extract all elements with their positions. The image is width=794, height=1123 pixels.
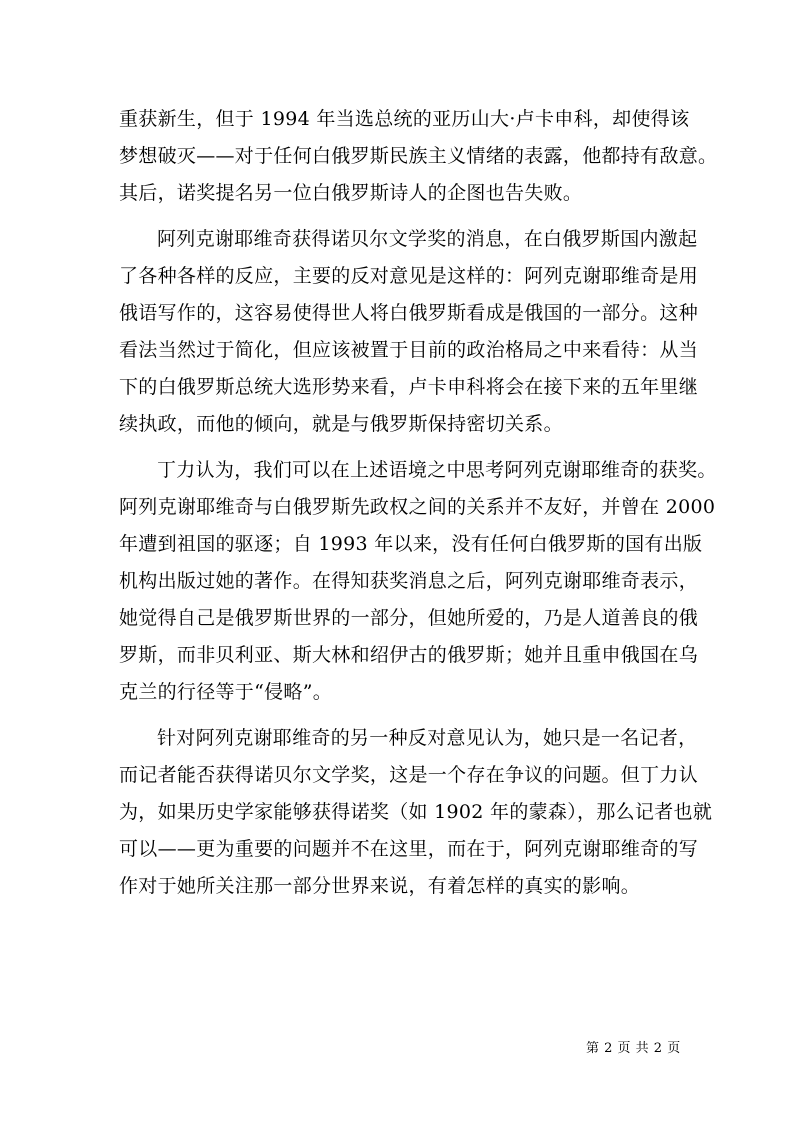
text-line: 为，如果历史学家能够获得诺奖（如 1902 年的蒙森），那么记者也就: [119, 801, 713, 823]
text-line: 俄语写作的，这容易使得世人将白俄罗斯看成是俄国的一部分。这种: [119, 302, 699, 324]
text-line: 可以——更为重要的问题并不在这里，而在于，阿列克谢耶维奇的写: [119, 838, 699, 860]
text-line: 看法当然过于简化，但应该被置于目前的政治格局之中来看待：从当: [119, 339, 699, 361]
text-line: 罗斯，而非贝利亚、斯大林和绍伊古的俄罗斯；她并且重申俄国在乌: [119, 644, 699, 666]
paragraph-first-line: 丁力认为，我们可以在上述语境之中思考阿列克谢耶维奇的获奖。: [157, 459, 717, 481]
text-line: 她觉得自己是俄罗斯世界的一部分，但她所爱的，乃是人道善良的俄: [119, 607, 699, 629]
text-line: 梦想破灭——对于任何白俄罗斯民族主义情绪的表露，他都持有敌意。: [119, 145, 718, 167]
text-line: 下的白俄罗斯总统大选形势来看，卢卡申科将会在接下来的五年里继: [119, 376, 699, 398]
text-line: 重获新生，但于 1994 年当选总统的亚历山大·卢卡申科，却使得该: [119, 108, 690, 130]
page-number: 第 2 页 共 2 页: [586, 1041, 681, 1056]
text-line: 了各种各样的反应，主要的反对意见是这样的：阿列克谢耶维奇是用: [119, 265, 699, 287]
text-line: 阿列克谢耶维奇与白俄罗斯先政权之间的关系并不友好，并曾在 2000: [119, 496, 716, 518]
text-line: 机构出版过她的著作。在得知获奖消息之后，阿列克谢耶维奇表示，: [119, 570, 699, 592]
text-line: 年遭到祖国的驱逐；自 1993 年以来，没有任何白俄罗斯的国有出版: [119, 533, 703, 555]
text-line: 续执政，而他的倾向，就是与俄罗斯保持密切关系。: [119, 413, 563, 435]
text-line: 克兰的行径等于“侵略”。: [119, 681, 333, 703]
paragraph-first-line: 针对阿列克谢耶维奇的另一种反对意见认为，她只是一名记者，: [157, 727, 698, 749]
text-line: 其后，诺奖提名另一位白俄罗斯诗人的企图也告失败。: [119, 182, 583, 204]
text-line: 而记者能否获得诺贝尔文学奖，这是一个存在争议的问题。但丁力认: [119, 764, 699, 786]
paragraph-first-line: 阿列克谢耶维奇获得诺贝尔文学奖的消息，在白俄罗斯国内激起: [157, 228, 698, 250]
text-line: 作对于她所关注那一部分世界来说，有着怎样的真实的影响。: [119, 875, 641, 897]
